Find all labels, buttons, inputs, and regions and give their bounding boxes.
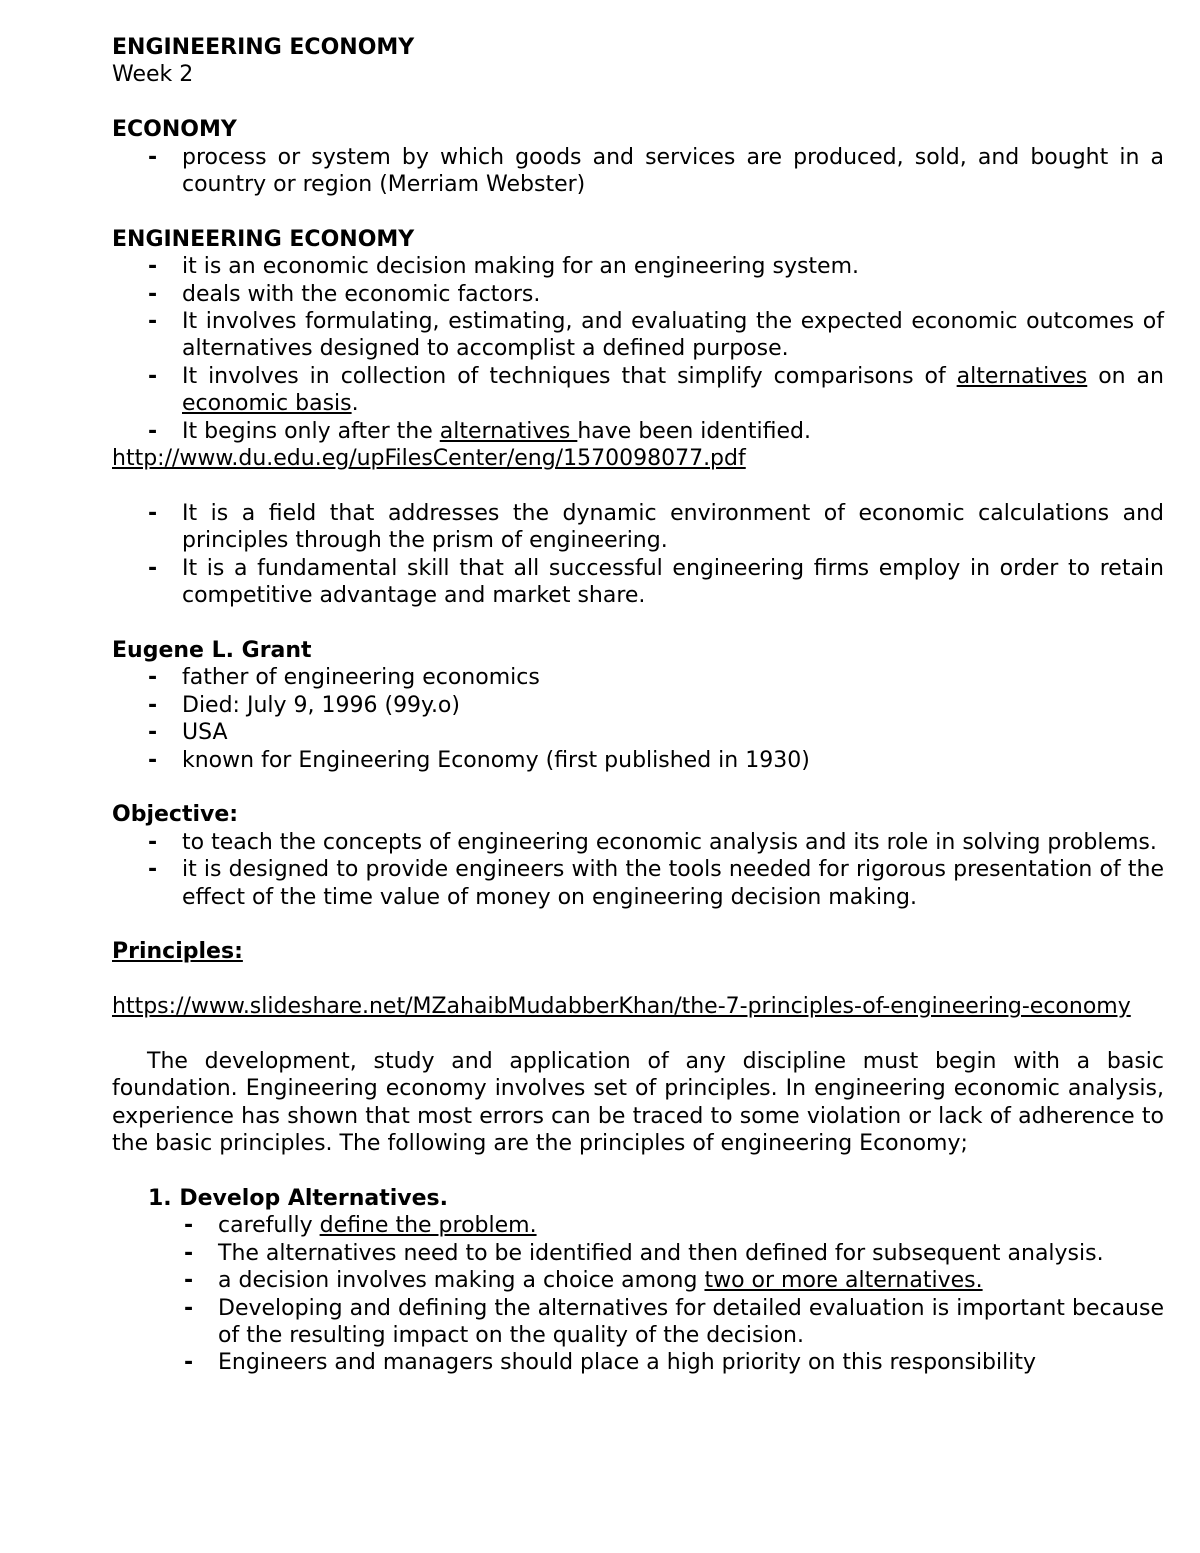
principles-heading: Principles: (112, 939, 243, 965)
text-run: . (351, 391, 359, 417)
text-run: on an (1087, 363, 1164, 389)
underlined-text: alternatives (439, 418, 578, 444)
principles-link[interactable]: https://www.slideshare.net/MZahaibMudabberKhan/the-7-principles-of-engineering-economy (112, 994, 1131, 1020)
spacer (112, 1021, 1164, 1048)
underlined-text: alternatives (956, 363, 1088, 389)
principles-paragraph: The development, study and application of any discipline must begin with a basic foundation. Engineering economy involves set of principles. In engineering economic analysis, experience has shown that most errors can be traced to some violation or lack of adherence to the basic principles. The following are the principles of engineering Economy; (112, 1048, 1164, 1157)
grant-list (112, 664, 1164, 774)
spacer (112, 198, 1164, 225)
spacer (112, 609, 1164, 636)
spacer (112, 911, 1164, 938)
principle-number: 1. (148, 1185, 172, 1211)
principle-1-title (112, 1185, 1164, 1212)
source-link[interactable]: http://www.du.edu.eg/upFilesCenter/eng/1570098077.pdf (112, 446, 746, 472)
list-item: - USA (182, 719, 1164, 746)
underlined-text: two or more alternatives. (704, 1268, 983, 1294)
principle-title: Develop Alternatives. (179, 1185, 448, 1211)
engineering-economy-list (112, 253, 1164, 445)
list-item: - It is a fundamental skill that all successful engineering firms employ in order to retain competitive advantage and market share. (182, 555, 1164, 610)
engineering-economy-heading: ENGINEERING ECONOMY (112, 226, 415, 252)
list-item: - deals with the economic factors. (182, 281, 1164, 308)
list-item: - it is an economic decision making for an engineering system. (182, 253, 1164, 280)
economy-list (112, 144, 1164, 199)
underlined-text: economic basis (182, 391, 352, 417)
spacer (112, 89, 1164, 116)
text-run: It involves in collection of techniques that simplify comparisons of (182, 363, 957, 389)
list-item: - to teach the concepts of engineering economic analysis and its role in solving problems. (182, 829, 1164, 856)
spacer (112, 966, 1164, 993)
list-item (218, 1212, 1164, 1239)
document-title: ENGINEERING ECONOMY (112, 35, 415, 60)
week-label: Week 2 (112, 62, 194, 88)
list-item (218, 1267, 1164, 1294)
economy-heading: ECONOMY (112, 117, 237, 143)
list-item (182, 418, 1164, 445)
principle-1-list (112, 1212, 1164, 1376)
text-run: have been identified. (577, 418, 811, 444)
list-item (182, 363, 1164, 418)
engineering-economy-list-continued (112, 500, 1164, 610)
objective-heading: Objective: (112, 802, 239, 828)
list-item: - process or system by which goods and services are produced, sold, and bought in a country or region (Merriam Webster) (182, 144, 1164, 199)
list-item: - The alternatives need to be identified and then defined for subsequent analysis. (218, 1240, 1164, 1267)
text-run: a decision involves making a choice among (218, 1268, 705, 1294)
list-item: - Died: July 9, 1996 (99y.o) (182, 692, 1164, 719)
objective-list (112, 829, 1164, 911)
list-item: - it is designed to provide engineers with the tools needed for rigorous presentation of the effect of the time value of money on engineering decision making. (182, 856, 1164, 911)
grant-heading: Eugene L. Grant (112, 637, 312, 663)
list-item: - known for Engineering Economy (first published in 1930) (182, 747, 1164, 774)
list-item: - Engineers and managers should place a high priority on this responsibility (218, 1349, 1164, 1376)
spacer (112, 774, 1164, 801)
list-item: - It is a field that addresses the dynamic environment of economic calculations and principles through the prism of engineering. (182, 500, 1164, 555)
list-item: - It involves formulating, estimating, and evaluating the expected economic outcomes of alternatives designed to accomplist a defined purpose. (182, 308, 1164, 363)
spacer (112, 472, 1164, 499)
text-run: carefully (218, 1213, 320, 1239)
text-run: It begins only after the (182, 418, 440, 444)
list-item: - father of engineering economics (182, 664, 1164, 691)
document-body (112, 34, 1164, 1377)
spacer (112, 1158, 1164, 1185)
list-item: - Developing and defining the alternatives for detailed evaluation is important because of the resulting impact on the quality of the decision. (218, 1295, 1164, 1350)
underlined-text: define the problem. (319, 1213, 537, 1239)
